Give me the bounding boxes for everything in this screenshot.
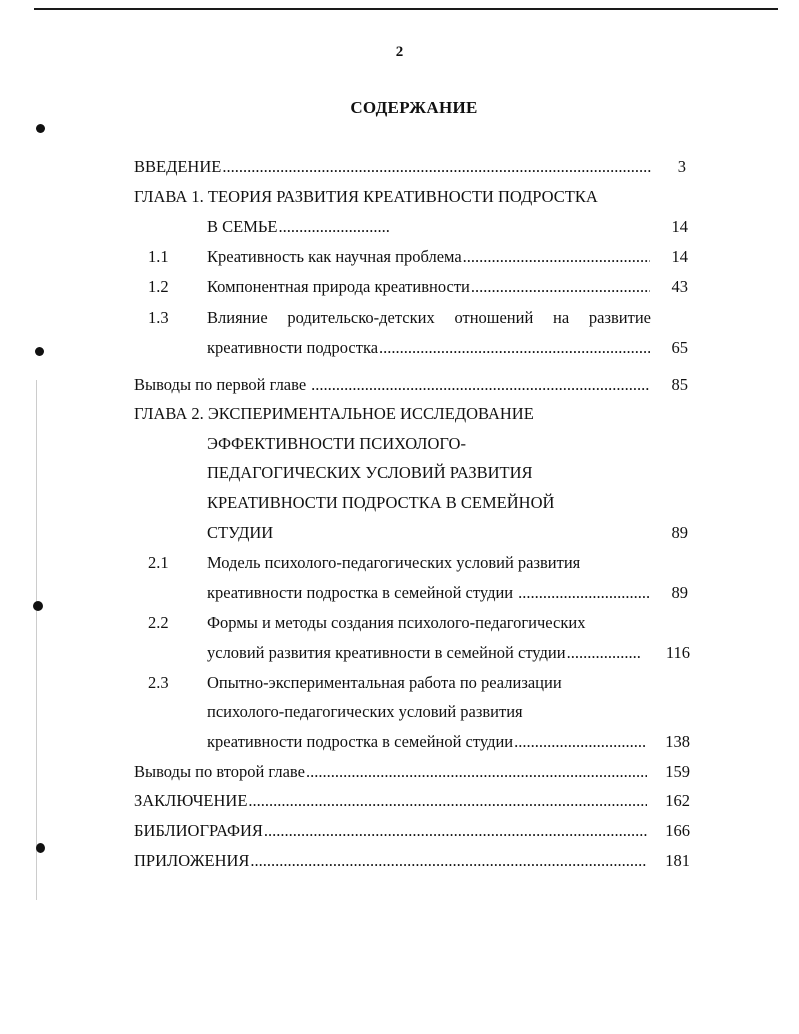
toc-page-number: 14: [671, 217, 688, 236]
toc-section-1-1: Креативность как научная проблема .....: [207, 247, 652, 267]
toc-page-number: 162: [665, 791, 690, 810]
toc-page-number: 65: [671, 338, 688, 357]
toc-section-number: 1.2: [148, 277, 169, 296]
toc-chapter-2-title-cont: ЭФФЕКТИВНОСТИ ПСИХОЛОГО-: [207, 434, 466, 453]
toc-chapter-1-conclusions: Выводы по первой главе .....: [134, 375, 652, 395]
toc-section-2-3-cont: креативности подростка в семейной студии .....: [207, 732, 647, 752]
toc-section-1-3: Влияние родительско-детских отношений на развитие: [207, 308, 651, 327]
toc-page-number: 89: [671, 523, 688, 542]
toc-section-number: 1.1: [148, 247, 169, 266]
toc-chapter-1-title: ГЛАВА 1. ТЕОРИЯ РАЗВИТИЯ КРЕАТИВНОСТИ ПОДРОСТКА: [134, 187, 598, 206]
toc-chapter-2-title-cont: ПЕДАГОГИЧЕСКИХ УСЛОВИЙ РАЗВИТИЯ: [207, 463, 533, 482]
toc-section-1-3-cont: креативности подростка .....: [207, 338, 652, 358]
toc-section-number: 2.3: [148, 673, 169, 692]
scan-speck: [36, 124, 45, 133]
scan-top-border: [34, 8, 778, 10]
toc-section-number: 2.1: [148, 553, 169, 572]
toc-section-2-1-cont: креативности подростка в семейной студии .....: [207, 583, 651, 603]
toc-entry-text: ВВЕДЕНИЕ: [134, 157, 222, 176]
scan-left-edge: [36, 380, 37, 900]
toc-page-number: 159: [665, 762, 690, 781]
toc-page-number: 138: [665, 732, 690, 751]
toc-section-2-2: Формы и методы создания психолого-педагогических: [207, 613, 586, 632]
toc-entry-introduction: [134, 157, 654, 177]
toc-chapter-2-title-cont: СТУДИИ: [207, 523, 274, 542]
toc-section-number: 1.3: [148, 308, 169, 327]
toc-entry-bibliography: БИБЛИОГРАФИЯ .....: [134, 821, 649, 841]
toc-section-number: 2.2: [148, 613, 169, 632]
toc-chapter-2-title-cont: КРЕАТИВНОСТИ ПОДРОСТКА В СЕМЕЙНОЙ: [207, 493, 555, 512]
scan-speck: [33, 601, 43, 611]
toc-section-1-2: Компонентная природа креативности .....: [207, 277, 652, 297]
toc-chapter-2-title: ГЛАВА 2. ЭКСПЕРИМЕНТАЛЬНОЕ ИССЛЕДОВАНИЕ: [134, 404, 534, 423]
scan-speck: [35, 347, 44, 356]
toc-page-number: 116: [665, 643, 690, 662]
toc-entry-conclusion: ЗАКЛЮЧЕНИЕ .....: [134, 791, 649, 811]
toc-page-number: 89: [671, 583, 688, 602]
toc-page-number: 166: [665, 821, 690, 840]
toc-section-2-3-cont: психолого-педагогических условий развития: [207, 702, 523, 721]
toc-section-2-3: Опытно-экспериментальная работа по реализации: [207, 673, 562, 692]
page-number: 2: [395, 44, 404, 60]
toc-section-2-2-cont: условий развития креативности в семейной студии .....: [207, 643, 644, 663]
toc-entry-appendices: ПРИЛОЖЕНИЯ .....: [134, 851, 649, 871]
toc-chapter-2-conclusions: Выводы по второй главе .....: [134, 762, 649, 782]
toc-chapter-1-title-cont: В СЕМЬЕ .....: [207, 217, 392, 237]
scan-speck: [36, 843, 45, 853]
page-title: СОДЕРЖАНИЕ: [350, 98, 478, 117]
toc-page-number: 85: [671, 375, 688, 394]
toc-page-number: 14: [671, 247, 688, 266]
toc-section-2-1: Модель психолого-педагогических условий развития: [207, 553, 581, 572]
toc-page-number: 3: [677, 157, 686, 176]
toc-page-number: 181: [665, 851, 690, 870]
toc-page-number: 43: [671, 277, 688, 296]
